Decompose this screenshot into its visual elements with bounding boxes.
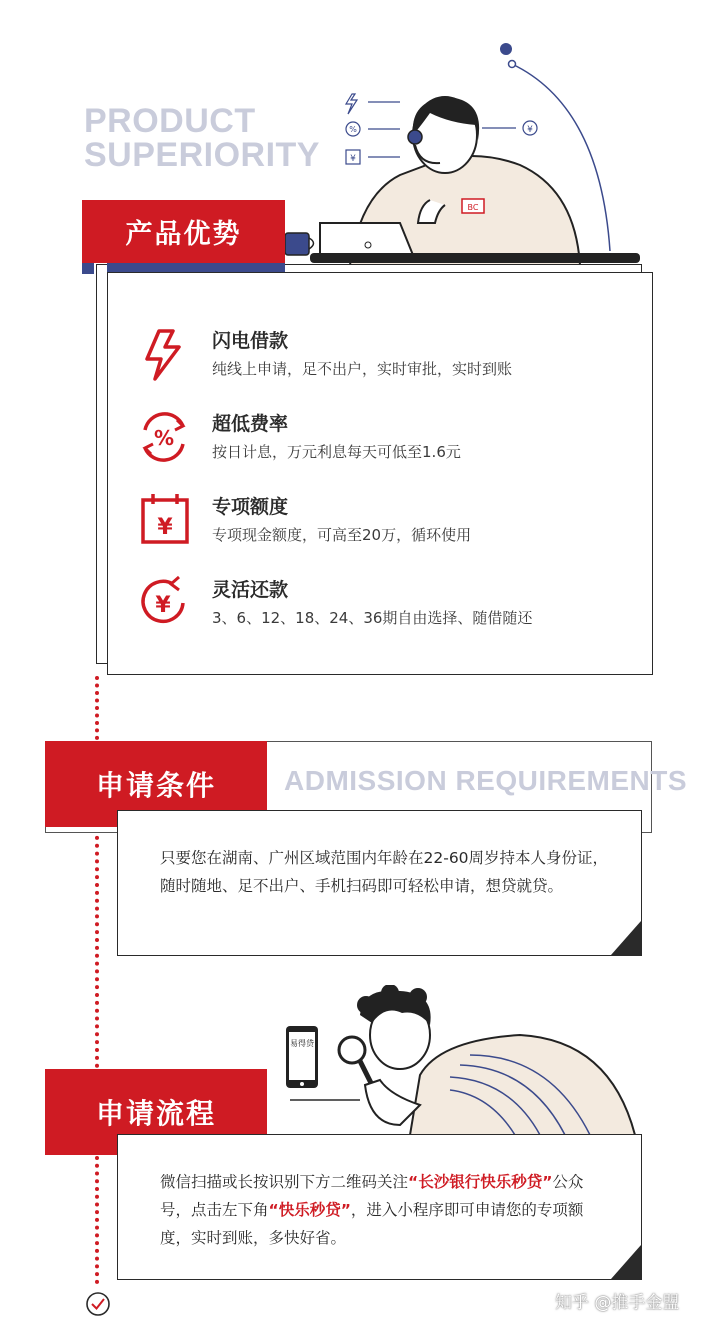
yen-cycle-icon xyxy=(135,573,193,631)
section3-title: 申请流程 xyxy=(45,1069,267,1155)
section2-title: 申请条件 xyxy=(45,741,267,827)
section2-text: 只要您在湖南、广州区域范围内年龄在22-60周岁持本人身份证，随时随地、足不出户、手机扫码即可轻松申请，想贷就贷。 xyxy=(160,849,609,895)
percent-icon xyxy=(135,408,193,466)
customer-service-illustration xyxy=(280,95,650,265)
section3-text-part3: ，进入小程序即可申请您的专项额度，实时到账，多快好省。 xyxy=(160,1201,584,1247)
badge-text: BC xyxy=(467,203,479,212)
phone-label: 易得贷 xyxy=(290,1039,314,1048)
feature-desc: 纯线上申请，足不出户，实时审批，实时到账 xyxy=(212,360,513,378)
section1-title: 产品优势 xyxy=(82,200,285,263)
feature-title: 超低费率 xyxy=(212,413,289,435)
timeline-dots xyxy=(95,828,99,1068)
svg-text:¥: ¥ xyxy=(155,593,171,618)
svg-text:¥: ¥ xyxy=(350,154,356,164)
feature-item xyxy=(135,571,635,633)
feature-title: 灵活还款 xyxy=(212,579,289,601)
section2-en-title: ADMISSION REQUIREMENTS xyxy=(284,765,688,796)
highlight-account-name: “长沙银行快乐秒贷” xyxy=(408,1173,553,1191)
feature-desc: 专项现金额度，可高至20万，循环使用 xyxy=(212,526,472,544)
feature-item xyxy=(135,405,635,467)
feature-title: 闪电借款 xyxy=(212,330,289,352)
calendar-yen-icon xyxy=(137,490,193,548)
magnifier-man-illustration xyxy=(290,985,650,1135)
section3-text-part2: 公众号，点击左下角 xyxy=(160,1173,584,1219)
watermark: 知乎 @推手金盟 xyxy=(555,1293,680,1313)
svg-text:¥: ¥ xyxy=(527,125,533,135)
en-title-line1: PRODUCT xyxy=(84,102,256,140)
feature-item xyxy=(135,488,635,550)
feature-title: 专项额度 xyxy=(212,496,289,518)
section1-tag-fold xyxy=(82,262,94,274)
check-circle-icon xyxy=(84,1290,112,1318)
en-title-line2: SUPERIORITY xyxy=(84,136,320,174)
svg-text:¥: ¥ xyxy=(157,515,173,540)
timeline-dots xyxy=(95,1156,99,1284)
section1-tag-underline xyxy=(107,263,285,272)
lightning-icon xyxy=(135,327,191,383)
page-curl-icon xyxy=(611,921,641,955)
section3-text-part1: 微信扫描或长按识别下方二维码关注 xyxy=(160,1173,409,1191)
feature-desc: 按日计息，万元利息每天可低至1.6元 xyxy=(212,443,461,461)
svg-text:%: % xyxy=(349,125,357,134)
feature-item xyxy=(135,322,635,384)
section3-text xyxy=(160,1168,610,1252)
page-curl-icon xyxy=(611,1245,641,1279)
svg-text:%: % xyxy=(153,426,175,450)
timeline-dots xyxy=(95,676,99,740)
feature-desc: 3、6、12、18、24、36期自由选择、随借随还 xyxy=(212,609,533,627)
highlight-miniapp-name: “快乐秒贷” xyxy=(268,1201,351,1219)
